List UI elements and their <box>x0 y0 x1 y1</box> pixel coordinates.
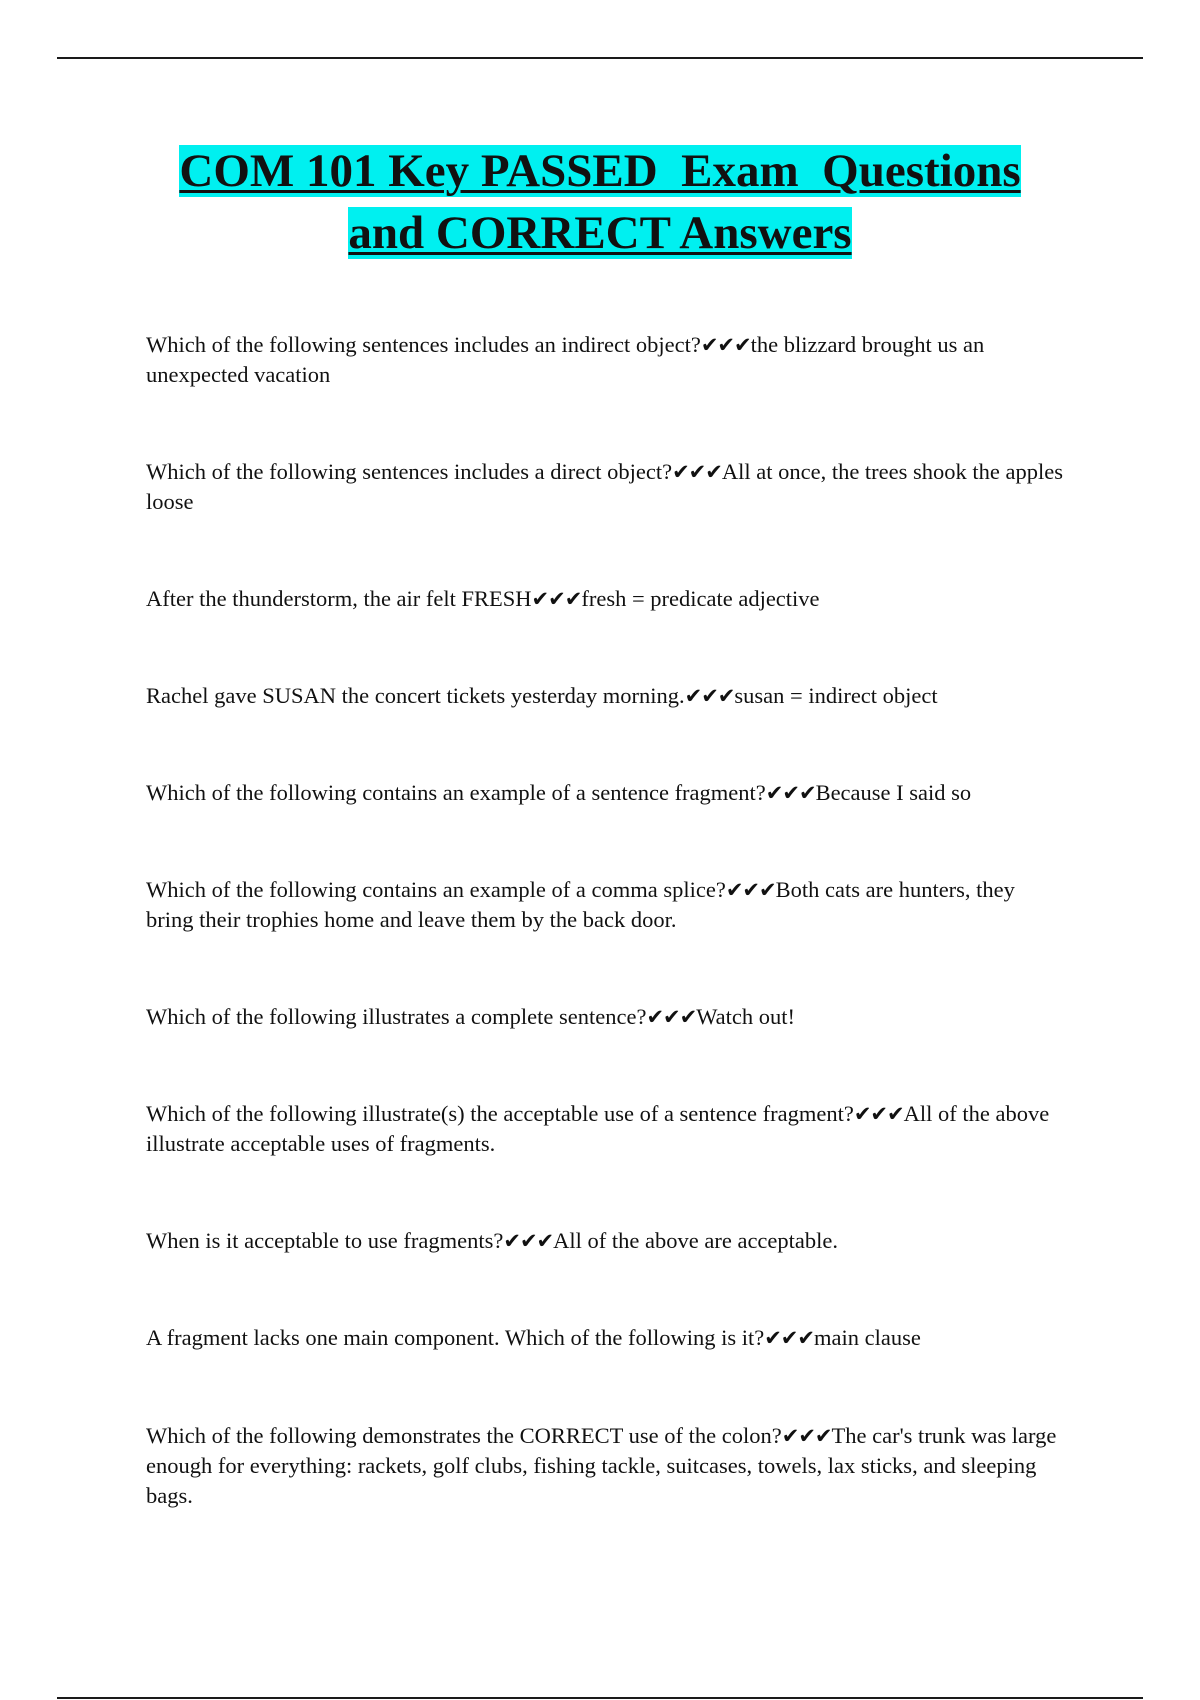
question-text: After the thunderstorm, the air felt FRESH <box>146 586 532 611</box>
check-marks-icon: ✔✔✔ <box>684 684 735 708</box>
qa-item <box>146 330 1066 390</box>
question-text: Which of the following contains an example of a comma splice? <box>146 877 726 902</box>
answer-text: Watch out! <box>696 1004 796 1029</box>
question-text: Which of the following sentences includes a direct object? <box>146 459 673 484</box>
qa-item <box>146 457 1066 517</box>
check-marks-icon: ✔✔✔ <box>672 460 722 484</box>
check-marks-icon: ✔✔✔ <box>646 1005 697 1029</box>
check-marks-icon: ✔✔✔ <box>764 1326 814 1350</box>
question-text: When is it acceptable to use fragments? <box>146 1228 504 1253</box>
answer-text: All of the above illustrate acceptable uses of fragments. <box>146 1101 1050 1156</box>
answer-text: All at once, the trees shook the apples loose <box>146 459 1064 514</box>
qa-item <box>146 778 1066 808</box>
top-rule <box>57 57 1143 59</box>
answer-text: susan = indirect object <box>734 683 938 708</box>
check-marks-icon: ✔✔✔ <box>765 781 816 805</box>
title-line-2: and CORRECT Answers <box>348 207 852 259</box>
answer-text: Both cats are hunters, they bring their trophies home and leave them by the back door. <box>146 877 1015 932</box>
qa-item <box>146 1421 1066 1511</box>
check-marks-icon: ✔✔✔ <box>781 1424 832 1448</box>
question-text: Which of the following contains an example of a sentence fragment? <box>146 780 766 805</box>
check-marks-icon: ✔✔✔ <box>725 878 776 902</box>
answer-text: main clause <box>814 1325 921 1350</box>
qa-item <box>146 681 1066 711</box>
title-line-1: COM 101 Key PASSED Exam Questions <box>179 145 1021 197</box>
bottom-rule <box>57 1697 1143 1699</box>
question-text: Which of the following illustrates a complete sentence? <box>146 1004 647 1029</box>
answer-text: the blizzard brought us an unexpected vacation <box>146 332 985 387</box>
qa-item <box>146 1099 1066 1159</box>
question-text: Which of the following sentences includes an indirect object? <box>146 332 701 357</box>
answer-text: fresh = predicate adjective <box>581 586 820 611</box>
qa-item <box>146 875 1066 935</box>
check-marks-icon: ✔✔✔ <box>853 1102 904 1126</box>
qa-item <box>146 1226 1066 1256</box>
qa-item <box>146 584 1066 614</box>
answer-text: The car's trunk was large enough for everything: rackets, golf clubs, fishing tackle, suitcases, towels, lax sticks, and sleeping bags. <box>146 1423 1057 1508</box>
question-text: Which of the following illustrate(s) the acceptable use of a sentence fragment? <box>146 1101 854 1126</box>
answer-text: Because I said so <box>815 780 972 805</box>
answer-text: All of the above are acceptable. <box>553 1228 838 1253</box>
question-text: Rachel gave SUSAN the concert tickets yesterday morning. <box>146 683 685 708</box>
question-text: A fragment lacks one main component. Which of the following is it? <box>146 1325 765 1350</box>
check-marks-icon: ✔✔✔ <box>503 1229 554 1253</box>
qa-item <box>146 1323 1066 1353</box>
question-text: Which of the following demonstrates the CORRECT use of the colon? <box>146 1423 782 1448</box>
check-marks-icon: ✔✔✔ <box>700 333 751 357</box>
check-marks-icon: ✔✔✔ <box>531 587 582 611</box>
qa-item <box>146 1002 1066 1032</box>
document-title <box>100 140 1100 264</box>
